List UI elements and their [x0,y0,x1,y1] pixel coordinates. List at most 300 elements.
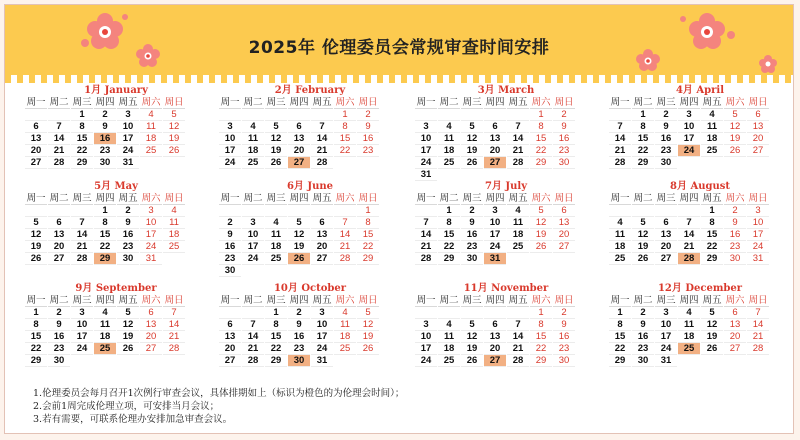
day-cell: 16 [632,331,654,343]
empty-cell [609,109,631,121]
weekday-header: 周二 [243,295,263,306]
day-cell: 24 [747,241,769,253]
month-grid [219,295,405,367]
day-cell: 18 [609,241,631,253]
empty-cell [311,205,333,217]
day-cell: 10 [415,331,437,343]
day-cell: 16 [48,331,70,343]
day-cell: 17 [117,133,139,145]
note-line: 2.会前1周完成伦理立项，可安排当月会议； [33,401,220,412]
day-cell: 14 [334,229,356,241]
day-cell: 27 [219,355,241,367]
day-cell: 20 [311,241,333,253]
day-cell: 2 [724,205,746,217]
day-cell: 14 [71,229,93,241]
day-cell: 28 [163,343,185,355]
day-cell: 3 [140,205,162,217]
empty-cell [484,307,506,319]
day-cell: 8 [71,121,93,133]
day-cell: 13 [25,133,47,145]
month-title: 2月 February [274,85,346,96]
day-cell: 5 [357,307,379,319]
day-cell: 14 [678,229,700,241]
day-cell: 27 [25,157,47,169]
day-cell: 7 [48,121,70,133]
day-cell: 18 [438,343,460,355]
day-cell: 6 [655,217,677,229]
day-cell: 19 [461,145,483,157]
day-cell: 23 [632,343,654,355]
weekday-header: 周四 [289,97,309,108]
day-cell: 17 [219,145,241,157]
day-cell: 14 [507,133,529,145]
day-cell: 29 [530,157,552,169]
day-cell: 30 [461,253,483,265]
day-cell: 19 [25,241,47,253]
day-cell: 2 [553,307,575,319]
month-grid [609,295,795,367]
weekday-header: 周五 [312,193,332,204]
day-cell: 4 [140,109,162,121]
day-cell: 3 [415,121,437,133]
day-cell: 23 [553,145,575,157]
day-cell: 12 [265,133,287,145]
day-cell: 19 [265,145,287,157]
day-cell: 4 [265,217,287,229]
empty-cell [438,109,460,121]
weekday-header: 周六 [335,295,355,306]
weekday-header: 周六 [141,295,161,306]
empty-cell [461,109,483,121]
day-cell: 8 [530,121,552,133]
day-cell: 26 [461,157,483,169]
day-cell: 2 [288,307,310,319]
day-cell: 16 [655,133,677,145]
day-cell: 20 [48,241,70,253]
day-cell: 16 [553,133,575,145]
day-cell: 12 [163,121,185,133]
empty-cell [242,307,264,319]
day-cell: 3 [242,217,264,229]
day-cell: 18 [334,331,356,343]
day-cell: 30 [553,157,575,169]
day-cell: 24 [484,241,506,253]
day-cell: 16 [219,241,241,253]
month-title: 5月 May [94,181,138,192]
day-cell: 29 [71,157,93,169]
weekday-header: 周四 [95,193,115,204]
month-calendar [215,181,405,277]
day-cell: 29 [632,157,654,169]
day-cell: 23 [461,241,483,253]
day-cell: 14 [609,133,631,145]
weekday-header: 周五 [508,193,528,204]
day-cell: 5 [117,307,139,319]
day-cell: 2 [219,217,241,229]
meeting-day: 27 [484,355,506,367]
empty-cell [609,205,631,217]
day-cell: 29 [438,253,460,265]
day-cell: 21 [747,331,769,343]
day-cell: 3 [71,307,93,319]
day-cell: 31 [415,169,437,181]
day-cell: 6 [219,319,241,331]
day-cell: 1 [71,109,93,121]
weekday-header: 周五 [508,97,528,108]
day-cell: 27 [48,253,70,265]
day-cell: 30 [724,253,746,265]
day-cell: 17 [140,229,162,241]
day-cell: 13 [140,319,162,331]
day-cell: 12 [461,133,483,145]
meeting-day: 30 [288,355,310,367]
day-cell: 31 [311,355,333,367]
day-cell: 24 [71,343,93,355]
day-cell: 26 [530,241,552,253]
weekday-header: 周日 [358,193,378,204]
empty-cell [25,205,47,217]
day-cell: 4 [438,319,460,331]
day-cell: 11 [163,217,185,229]
day-cell: 15 [265,331,287,343]
day-cell: 3 [311,307,333,319]
day-cell: 23 [219,253,241,265]
empty-cell [507,307,529,319]
weekday-header: 周三 [266,193,286,204]
day-cell: 22 [530,145,552,157]
day-cell: 23 [553,343,575,355]
day-cell: 22 [265,343,287,355]
day-cell: 1 [701,205,723,217]
empty-cell [219,307,241,319]
day-cell: 28 [48,157,70,169]
day-cell: 10 [140,217,162,229]
day-cell: 4 [163,205,185,217]
day-cell: 27 [724,343,746,355]
day-cell: 22 [357,241,379,253]
day-cell: 17 [484,229,506,241]
meeting-day: 25 [94,343,116,355]
month-calendar [21,181,211,265]
meeting-day: 25 [678,343,700,355]
weekday-header: 周二 [49,295,69,306]
empty-cell [219,109,241,121]
day-cell: 20 [484,145,506,157]
meeting-day: 16 [94,133,116,145]
day-cell: 31 [140,253,162,265]
day-cell: 8 [94,217,116,229]
meeting-day: 27 [484,157,506,169]
day-cell: 18 [507,229,529,241]
day-cell: 21 [48,145,70,157]
weekday-header: 周一 [610,97,630,108]
day-cell: 21 [507,343,529,355]
day-cell: 17 [415,343,437,355]
day-cell: 9 [655,121,677,133]
day-cell: 13 [311,229,333,241]
day-cell: 10 [415,133,437,145]
weekday-header: 周二 [439,295,459,306]
day-cell: 16 [553,331,575,343]
day-cell: 6 [311,217,333,229]
day-cell: 18 [163,229,185,241]
day-cell: 12 [724,121,746,133]
weekday-header: 周日 [164,97,184,108]
day-cell: 14 [507,331,529,343]
day-cell: 13 [747,121,769,133]
day-cell: 1 [438,205,460,217]
day-cell: 22 [94,241,116,253]
day-cell: 13 [484,133,506,145]
day-cell: 25 [334,343,356,355]
day-cell: 20 [25,145,47,157]
weekday-header: 周五 [118,193,138,204]
day-cell: 21 [507,145,529,157]
day-cell: 7 [609,121,631,133]
day-cell: 6 [48,217,70,229]
day-cell: 17 [678,133,700,145]
day-cell: 20 [655,241,677,253]
day-cell: 11 [507,217,529,229]
day-cell: 15 [701,229,723,241]
day-cell: 17 [747,229,769,241]
day-cell: 3 [117,109,139,121]
day-cell: 17 [415,145,437,157]
weekday-header: 周三 [266,97,286,108]
weekday-header: 周二 [633,295,653,306]
day-cell: 10 [219,133,241,145]
day-cell: 3 [415,319,437,331]
empty-cell [461,307,483,319]
month-grid [415,295,601,367]
weekday-header: 周日 [358,97,378,108]
weekday-header: 周二 [243,193,263,204]
day-cell: 22 [25,343,47,355]
day-cell: 30 [632,355,654,367]
day-cell: 12 [461,331,483,343]
day-cell: 19 [117,331,139,343]
day-cell: 23 [288,343,310,355]
day-cell: 12 [701,319,723,331]
weekday-header: 周日 [164,193,184,204]
weekday-header: 周三 [656,193,676,204]
month-title: 6月 June [286,181,334,192]
meeting-day: 24 [678,145,700,157]
day-cell: 30 [219,265,241,277]
day-cell: 26 [163,145,185,157]
day-cell: 9 [553,121,575,133]
day-cell: 12 [117,319,139,331]
day-cell: 15 [438,229,460,241]
day-cell: 25 [507,241,529,253]
day-cell: 18 [265,241,287,253]
day-cell: 25 [609,253,631,265]
day-cell: 22 [609,343,631,355]
day-cell: 7 [678,217,700,229]
day-cell: 1 [94,205,116,217]
weekday-header: 周日 [554,193,574,204]
month-grid [25,295,211,367]
weekday-header: 周一 [26,97,46,108]
weekday-header: 周四 [289,295,309,306]
day-cell: 5 [701,307,723,319]
day-cell: 24 [140,241,162,253]
day-cell: 14 [48,133,70,145]
day-cell: 4 [678,307,700,319]
day-cell: 9 [117,217,139,229]
day-cell: 10 [117,121,139,133]
day-cell: 25 [163,241,185,253]
day-cell: 1 [265,307,287,319]
month-calendar [605,85,795,169]
day-cell: 24 [117,145,139,157]
day-cell: 12 [357,319,379,331]
day-cell: 11 [609,229,631,241]
day-cell: 17 [71,331,93,343]
day-cell: 15 [334,133,356,145]
day-cell: 4 [507,205,529,217]
day-cell: 24 [415,157,437,169]
weekday-header: 周四 [679,295,699,306]
day-cell: 31 [117,157,139,169]
day-cell: 6 [724,307,746,319]
month-calendar [605,181,795,265]
weekday-header: 周日 [554,97,574,108]
day-cell: 8 [632,121,654,133]
day-cell: 28 [507,157,529,169]
day-cell: 5 [724,109,746,121]
day-cell: 21 [334,241,356,253]
header-banner [5,5,793,75]
day-cell: 17 [311,331,333,343]
day-cell: 20 [484,343,506,355]
weekday-header: 周六 [335,97,355,108]
weekday-header: 周六 [531,193,551,204]
day-cell: 22 [632,145,654,157]
day-cell: 30 [94,157,116,169]
weekday-header: 周五 [118,295,138,306]
month-title: 11月 November [463,283,549,294]
day-cell: 2 [461,205,483,217]
meeting-day: 26 [288,253,310,265]
empty-cell [678,205,700,217]
day-cell: 22 [530,343,552,355]
day-cell: 20 [553,229,575,241]
month-title: 12月 December [657,283,743,294]
day-cell: 3 [678,109,700,121]
day-cell: 27 [655,253,677,265]
day-cell: 28 [415,253,437,265]
weekday-header: 周六 [335,193,355,204]
day-cell: 28 [747,343,769,355]
weekday-header: 周日 [358,295,378,306]
day-cell: 11 [701,121,723,133]
weekday-header: 周三 [462,193,482,204]
day-cell: 8 [701,217,723,229]
day-cell: 9 [724,217,746,229]
day-cell: 5 [163,109,185,121]
day-cell: 10 [678,121,700,133]
weekday-header: 周日 [748,193,768,204]
day-cell: 9 [48,319,70,331]
empty-cell [655,205,677,217]
day-cell: 28 [334,253,356,265]
day-cell: 7 [507,319,529,331]
day-cell: 13 [288,133,310,145]
day-cell: 16 [288,331,310,343]
day-cell: 10 [242,229,264,241]
day-cell: 13 [484,331,506,343]
day-cell: 28 [311,157,333,169]
day-cell: 5 [632,217,654,229]
day-cell: 31 [747,253,769,265]
day-cell: 2 [655,109,677,121]
meeting-day: 31 [484,253,506,265]
day-cell: 8 [438,217,460,229]
weekday-header: 周四 [485,97,505,108]
month-calendar [21,283,211,367]
weekday-header: 周一 [416,97,436,108]
weekday-header: 周四 [679,193,699,204]
weekday-header: 周四 [95,97,115,108]
notes-block [33,387,404,426]
day-cell: 10 [747,217,769,229]
day-cell: 24 [655,343,677,355]
weekday-header: 周六 [725,193,745,204]
day-cell: 13 [219,331,241,343]
calendar-frame [4,4,794,434]
day-cell: 7 [747,307,769,319]
day-cell: 20 [219,343,241,355]
empty-cell [507,109,529,121]
day-cell: 15 [609,331,631,343]
empty-cell [242,205,264,217]
weekday-header: 周二 [633,193,653,204]
empty-cell [632,205,654,217]
day-cell: 21 [311,145,333,157]
day-cell: 2 [553,109,575,121]
empty-cell [334,205,356,217]
empty-cell [415,205,437,217]
day-cell: 9 [219,229,241,241]
day-cell: 3 [655,307,677,319]
day-cell: 21 [71,241,93,253]
day-cell: 6 [288,121,310,133]
weekday-header: 周三 [266,295,286,306]
month-grid [609,97,795,169]
day-cell: 9 [553,319,575,331]
day-cell: 14 [242,331,264,343]
weekday-header: 周二 [633,97,653,108]
day-cell: 9 [357,121,379,133]
weekday-header: 周一 [220,97,240,108]
day-cell: 5 [530,205,552,217]
day-cell: 14 [163,319,185,331]
day-cell: 15 [530,331,552,343]
day-cell: 10 [484,217,506,229]
day-cell: 15 [94,229,116,241]
day-cell: 19 [288,241,310,253]
day-cell: 11 [265,229,287,241]
day-cell: 6 [484,319,506,331]
day-cell: 18 [242,145,264,157]
day-cell: 18 [94,331,116,343]
day-cell: 26 [117,343,139,355]
day-cell: 25 [140,145,162,157]
weekday-header: 周五 [702,295,722,306]
day-cell: 5 [265,121,287,133]
month-calendar [21,85,211,169]
